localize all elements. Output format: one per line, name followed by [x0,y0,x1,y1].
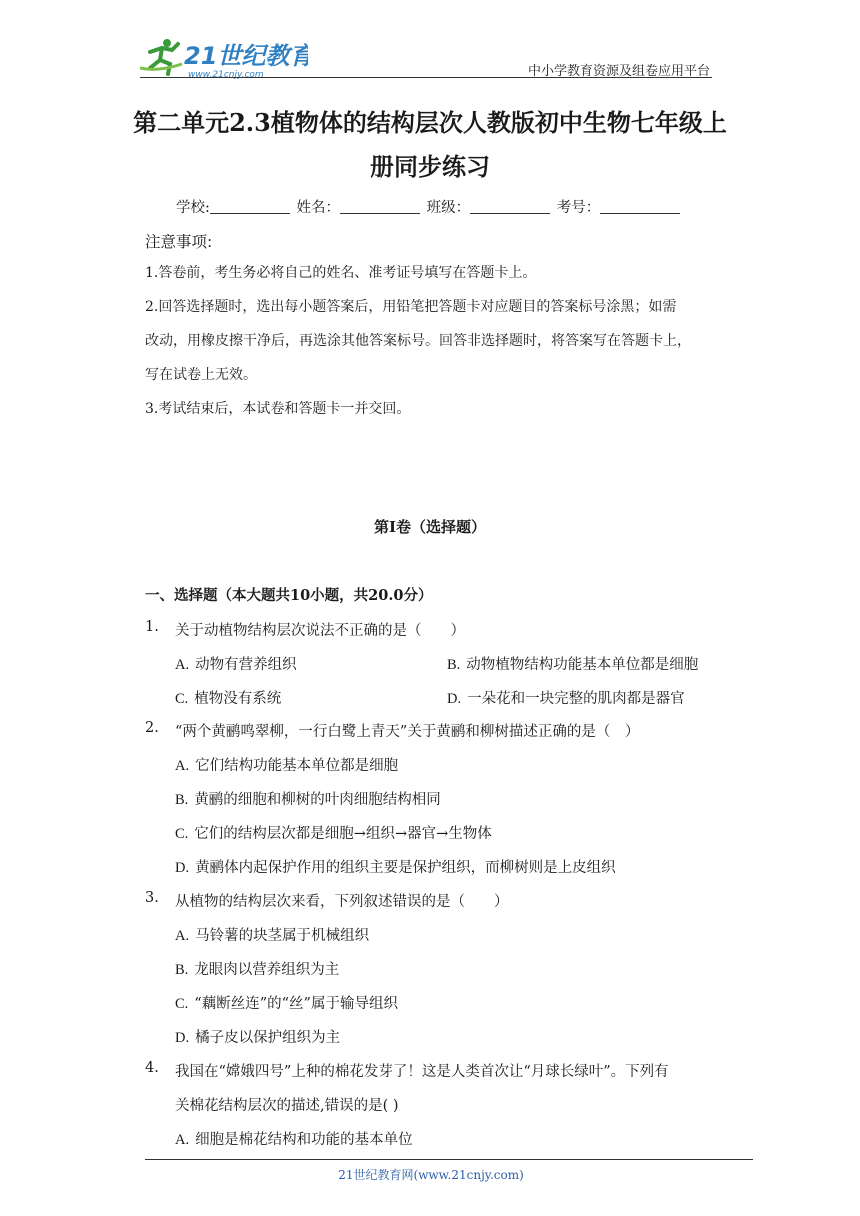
option-c [175,687,281,708]
option-d [175,1026,340,1047]
option-b [447,653,698,674]
option-text: 动物有营养组织 [195,657,297,673]
option-letter: C. [175,826,189,842]
name-blank [340,199,420,214]
question-number: 1. [145,619,159,635]
option-letter: B. [447,657,461,673]
notice-item: 改动，用橡皮擦干净后，再选涂其他答案标号。回答非选择题时，将答案写在答题卡上， [145,333,691,349]
option-b [175,788,441,809]
footer-divider [145,1159,753,1160]
notice-item: 2.回答选择题时，选出每小题答案后，用铅笔把答题卡对应题目的答案标号涂黑；如需 [145,299,677,315]
class-label: 班级： [426,200,471,216]
option-text: 细胞是棉花结构和功能的基本单位 [195,1132,413,1148]
option-letter: B. [175,792,189,808]
option-letter: C. [175,691,189,707]
option-c [175,992,398,1013]
option-text: 它们结构功能基本单位都是细胞 [195,758,399,774]
school-label: 学校: [176,200,210,216]
option-letter: D. [447,691,462,707]
question-number: 4. [145,1060,159,1076]
option-text: 橘子皮以保护组织为主 [195,1030,341,1046]
option-letter: A. [175,928,190,944]
name-label: 姓名： [296,200,340,216]
logo-text: 21世纪教育 [184,42,308,70]
option-d [175,856,616,877]
option-letter: C. [175,996,189,1012]
header-divider [140,77,712,78]
option-text: 龙眼肉以营养组织为主 [194,962,340,978]
notice-item: 1.答卷前，考生务必将自己的姓名、准考证号填写在答题卡上。 [145,265,537,281]
option-a [175,1128,413,1149]
option-letter: D. [175,1030,190,1046]
option-text: 马铃薯的块茎属于机械组织 [195,928,370,944]
page-title-line2: 册同步练习 [370,152,490,181]
option-a [175,653,297,674]
page-title-line1: 第二单元2.3植物体的结构层次人教版初中生物七年级上 [133,108,727,137]
school-blank [210,199,290,214]
logo-url: www.21cnjy.com [188,70,264,80]
footer-site-link[interactable]: 21世纪教育网(www.21cnjy.com) [338,1168,524,1182]
option-letter: A. [175,1132,190,1148]
option-letter: D. [175,860,190,876]
site-logo [138,34,308,80]
notice-item: 3.考试结束后，本试卷和答题卡一并交回。 [145,401,411,417]
question-text: 从植物的结构层次来看，下列叙述错误的是（ ） [175,894,509,910]
option-a [175,924,369,945]
option-d [447,687,685,708]
option-b [175,958,339,979]
class-blank [470,199,550,214]
question-number: 3. [145,890,159,906]
question-group-header: 一、选择题（本大题共10小题，共20.0分） [145,587,433,604]
option-letter: B. [175,962,189,978]
section-title: 第I卷（选择题） [373,518,487,536]
question-text: 关于动植物结构层次说法不正确的是（ ） [175,623,465,639]
student-info-line [176,196,682,217]
option-text: 它们的结构层次都是细胞→组织→器官→生物体 [194,826,492,842]
notice-item: 写在试卷上无效。 [145,367,257,383]
notice-title: 注意事项: [145,233,213,251]
option-a [175,754,398,775]
question-number: 2. [145,720,159,736]
question-text: 我国在“嫦娥四号”上种的棉花发芽了！这是人类首次让“月球长绿叶”。下列有 [175,1064,669,1080]
option-text: 动物植物结构功能基本单位都是细胞 [466,657,699,673]
option-text: 植物没有系统 [194,691,282,707]
option-text: “藕断丝连”的“丝”属于输导组织 [194,996,398,1012]
question-text-continued: 关棉花结构层次的描述,错误的是( ) [175,1098,399,1114]
option-letter: A. [175,657,190,673]
question-text: “两个黄鹂鸣翠柳，一行白鹭上青天”关于黄鹂和柳树描述正确的是（ ） [175,724,640,740]
option-text: 一朵花和一块完整的肌肉都是器官 [467,691,685,707]
option-text: 黄鹂的细胞和柳树的叶肉细胞结构相同 [194,792,441,808]
header-platform-text: 中小学教育资源及组卷应用平台 [527,64,710,79]
option-c [175,822,492,843]
exam-number-blank [600,199,680,214]
option-letter: A. [175,758,190,774]
option-text: 黄鹂体内起保护作用的组织主要是保护组织，而柳树则是上皮组织 [195,860,616,876]
exam-number-label: 考号： [556,200,601,216]
